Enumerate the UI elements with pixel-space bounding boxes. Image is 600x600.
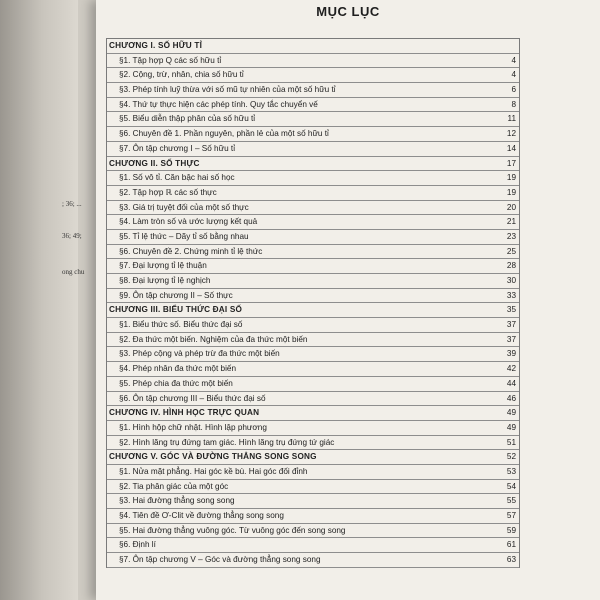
entry-title: §4. Phép nhân đa thức một biến: [119, 364, 237, 374]
entry-title: §7. Đại lượng tỉ lệ thuận: [119, 261, 207, 271]
page-number: 20: [506, 202, 516, 212]
entry-title: §7. Ôn tập chương I – Số hữu tỉ: [119, 143, 236, 153]
toc-row: [107, 230, 519, 245]
entry-title: CHƯƠNG III. BIỂU THỨC ĐẠI SỐ: [109, 305, 243, 315]
entry-title: §2. Tập hợp ℝ các số thực: [119, 187, 217, 197]
entry-title: §3. Hai đường thẳng song song: [119, 496, 235, 506]
entry-title: §2. Hình lăng trụ đứng tam giác. Hình lăng trụ đứng tứ giác: [119, 437, 335, 447]
toc-row: [107, 215, 519, 230]
page-number: 19: [506, 173, 516, 183]
chapter-row: [107, 39, 519, 54]
entry-title: §5. Hai đường thẳng vuông góc. Từ vuông góc đến song song: [119, 525, 346, 535]
page-number: 49: [506, 422, 516, 432]
entry-title: §7. Ôn tập chương V – Góc và đường thẳng song song: [119, 555, 321, 565]
entry-title: §1. Hình hộp chữ nhật. Hình lập phương: [119, 422, 267, 432]
page-number: 17: [506, 158, 516, 168]
chapter-row: [107, 157, 519, 172]
toc-row: [107, 362, 519, 377]
toc-row: [107, 318, 519, 333]
entry-title: §3. Phép tính luỹ thừa với số mũ tự nhiên của một số hữu tỉ: [119, 85, 336, 95]
toc-row: [107, 245, 519, 260]
toc-row: [107, 538, 519, 553]
toc-row: [107, 112, 519, 127]
toc-row: [107, 274, 519, 289]
page-number: 46: [506, 393, 516, 403]
entry-title: §5. Phép chia đa thức một biến: [119, 378, 233, 388]
previous-page-edge: [0, 0, 85, 600]
page-number: 21: [506, 217, 516, 227]
page-number: 61: [506, 540, 516, 550]
toc-row: [107, 553, 519, 568]
entry-title: CHƯƠNG IV. HÌNH HỌC TRỰC QUAN: [109, 408, 260, 418]
page-number: 54: [506, 481, 516, 491]
entry-title: §4. Tiên đề Ơ-Clit về đường thẳng song song: [119, 511, 284, 520]
page-number: 4: [511, 70, 516, 80]
page-number: 55: [506, 496, 516, 506]
entry-title: §9. Ôn tập chương II – Số thực: [119, 290, 233, 300]
entry-title: CHƯƠNG II. SỐ THỰC: [109, 158, 200, 168]
entry-title: §3. Giá trị tuyệt đối của một số thực: [119, 202, 249, 212]
toc-row: [107, 333, 519, 348]
page-number: 4: [511, 55, 516, 65]
entry-title: §3. Phép cộng và phép trừ đa thức một biến: [119, 349, 280, 359]
entry-title: §6. Ôn tập chương III – Biểu thức đại số: [119, 393, 266, 403]
toc-row: [107, 127, 519, 142]
toc-row: [107, 524, 519, 539]
toc-row: [107, 289, 519, 304]
entry-title: §1. Nửa mặt phẳng. Hai góc kề bù. Hai góc đối đỉnh: [119, 466, 308, 476]
entry-title: §6. Định lí: [119, 540, 156, 550]
toc-row: [107, 98, 519, 113]
page-number: 52: [506, 452, 516, 462]
entry-title: §6. Chuyên đề 1. Phần nguyên, phần lẻ của một số hữu tỉ: [119, 129, 329, 139]
table-of-contents: [106, 38, 520, 568]
entry-title: §4. Thứ tự thực hiện các phép tính. Quy tắc chuyển vế: [119, 99, 318, 109]
toc-row: [107, 142, 519, 157]
chapter-row: [107, 303, 519, 318]
document-page: [96, 0, 600, 600]
toc-row: [107, 347, 519, 362]
toc-row: [107, 465, 519, 480]
entry-title: §5. Tỉ lệ thức – Dãy tỉ số bằng nhau: [119, 231, 249, 241]
toc-row: [107, 83, 519, 98]
page-number: 8: [511, 99, 516, 109]
entry-title: §2. Đa thức một biến. Nghiệm của đa thức một biến: [119, 334, 308, 344]
page-number: 37: [506, 334, 516, 344]
toc-row: [107, 494, 519, 509]
page-number: 23: [506, 231, 516, 241]
toc-row: [107, 436, 519, 451]
page-number: 35: [506, 305, 516, 315]
margin-fragment: ong chu: [62, 268, 85, 276]
toc-row: [107, 377, 519, 392]
toc-row: [107, 201, 519, 216]
entry-title: §2. Tia phân giác của một góc: [119, 481, 229, 491]
entry-title: §8. Đại lượng tỉ lệ nghịch: [119, 276, 211, 285]
page-number: 25: [506, 246, 516, 256]
page-number: 33: [506, 290, 516, 300]
page-number: 53: [506, 466, 516, 476]
entry-title: §4. Làm tròn số và ước lượng kết quả: [119, 217, 258, 227]
page-number: 42: [506, 364, 516, 374]
page-title: MỤC LỤC: [316, 4, 380, 19]
page-number: 19: [506, 187, 516, 197]
margin-fragment: 36; 49;: [62, 232, 82, 240]
page-number: 57: [506, 511, 516, 520]
page-number: 59: [506, 525, 516, 535]
toc-row: [107, 421, 519, 436]
page-number: 39: [506, 349, 516, 359]
entry-title: §2. Cộng, trừ, nhân, chia số hữu tỉ: [119, 70, 244, 80]
toc-row: [107, 259, 519, 274]
margin-fragment: ; 36; ...: [62, 200, 82, 208]
toc-row: [107, 171, 519, 186]
toc-row: [107, 392, 519, 407]
chapter-row: [107, 406, 519, 421]
chapter-row: [107, 450, 519, 465]
entry-title: §1. Tập hợp Q các số hữu tỉ: [119, 55, 222, 65]
entry-title: §6. Chuyên đề 2. Chứng minh tỉ lệ thức: [119, 246, 263, 256]
page-number: 14: [506, 143, 516, 153]
entry-title: CHƯƠNG V. GÓC VÀ ĐƯỜNG THẲNG SONG SONG: [109, 452, 317, 462]
page-number: 12: [506, 129, 516, 139]
page-number: 28: [506, 261, 516, 271]
page-number: 63: [506, 555, 516, 565]
page-number: 6: [511, 85, 516, 95]
page-number: 51: [506, 437, 516, 447]
page-number: 30: [506, 276, 516, 285]
toc-row: [107, 186, 519, 201]
toc-row: [107, 509, 519, 524]
toc-row: [107, 54, 519, 69]
page-number: 37: [506, 320, 516, 330]
toc-row: [107, 68, 519, 83]
entry-title: §1. Biểu thức số. Biểu thức đại số: [119, 320, 243, 330]
entry-title: §1. Số vô tỉ. Căn bậc hai số học: [119, 173, 235, 183]
page-number: 49: [506, 408, 516, 418]
page-number: 44: [506, 378, 516, 388]
entry-title: §5. Biểu diễn thập phân của số hữu tỉ: [119, 114, 256, 124]
toc-row: [107, 480, 519, 495]
entry-title: CHƯƠNG I. SỐ HỮU TỈ: [109, 41, 203, 50]
page-number: 11: [507, 114, 516, 124]
